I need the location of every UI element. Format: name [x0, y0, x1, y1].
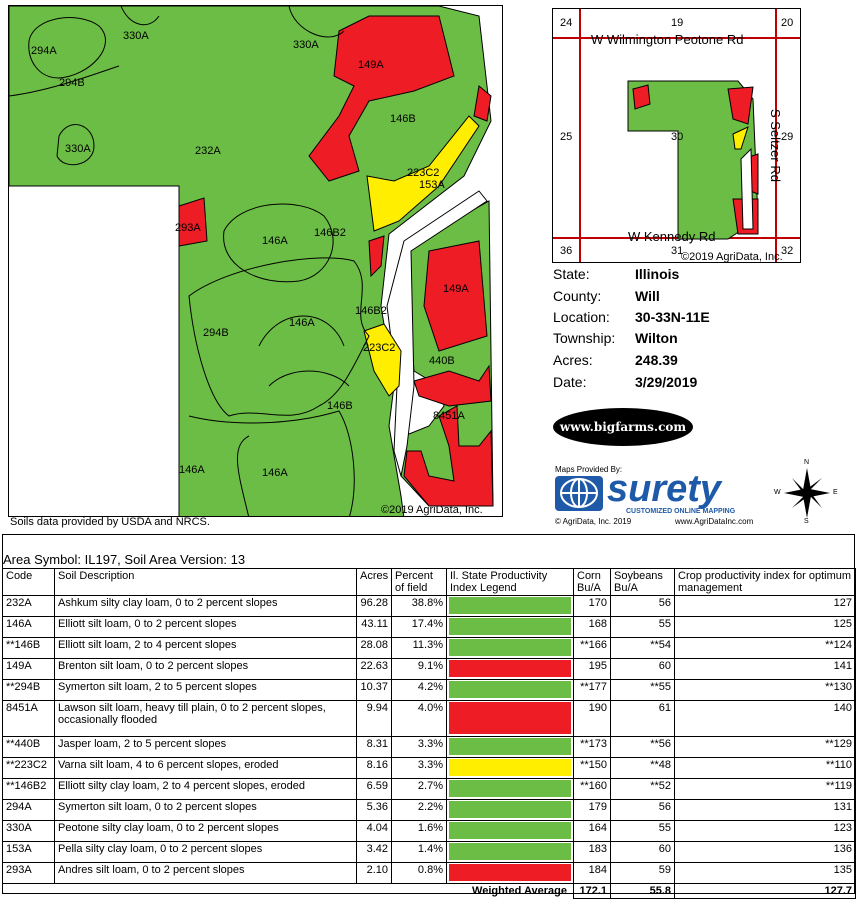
header-desc: Soil Description	[55, 569, 357, 596]
soil-description: Ashkum silty clay loam, 0 to 2 percent slopes	[55, 596, 357, 617]
compass-n: N	[804, 459, 810, 466]
section-number: 31	[671, 245, 684, 257]
legend-color-bar	[449, 864, 571, 881]
legend-color-bar	[449, 843, 571, 860]
acres: 22.63	[357, 659, 392, 680]
crop-productivity-index: **124	[675, 638, 856, 659]
soil-data-credit: Soils data provided by USDA and NRCS.	[10, 516, 210, 528]
map-label: 149A	[358, 59, 384, 71]
corn-yield: 184	[574, 863, 611, 884]
percent-of-field: 11.3%	[392, 638, 447, 659]
percent-of-field: 1.6%	[392, 821, 447, 842]
percent-of-field: 3.3%	[392, 737, 447, 758]
surety-tagline: CUSTOMIZED ONLINE MAPPING	[626, 508, 736, 515]
corn-yield: 190	[574, 701, 611, 737]
corn-yield: 170	[574, 596, 611, 617]
acres: 5.36	[357, 800, 392, 821]
legend-color-bar	[449, 702, 571, 734]
map-label: 146B	[390, 113, 416, 125]
acres: 96.28	[357, 596, 392, 617]
productivity-index-bar	[447, 617, 574, 638]
weighted-average-soy: 55.8	[611, 884, 675, 899]
section-number: 29	[781, 131, 794, 143]
map-label: 294B	[59, 77, 85, 89]
soil-description: Jasper loam, 2 to 5 percent slopes	[55, 737, 357, 758]
productivity-index-bar	[447, 659, 574, 680]
soybean-yield: **48	[611, 758, 675, 779]
productivity-index-bar	[447, 779, 574, 800]
soil-code: 232A	[3, 596, 55, 617]
road-label: W Wilmington Peotone Rd	[591, 32, 744, 47]
map-label: 330A	[123, 30, 149, 42]
legend-color-bar	[449, 660, 571, 677]
productivity-index-bar	[447, 737, 574, 758]
map-label: 330A	[293, 39, 319, 51]
corn-yield: 179	[574, 800, 611, 821]
percent-of-field: 38.8%	[392, 596, 447, 617]
legend-color-bar	[449, 801, 571, 818]
soil-map	[8, 5, 503, 517]
locator-map-graphic	[553, 9, 801, 263]
corn-yield: 195	[574, 659, 611, 680]
section-number: 36	[560, 245, 573, 257]
weighted-average-corn: 172.1	[574, 884, 611, 899]
map-label: 146A	[262, 467, 288, 479]
percent-of-field: 4.0%	[392, 701, 447, 737]
soybean-yield: 60	[611, 842, 675, 863]
soil-description: Symerton silt loam, 0 to 2 percent slopes	[55, 800, 357, 821]
percent-of-field: 2.7%	[392, 779, 447, 800]
crop-productivity-index: **129	[675, 737, 856, 758]
bigfarms-logo[interactable]: www.bigfarms.com	[553, 408, 693, 446]
percent-of-field: 9.1%	[392, 659, 447, 680]
map-label: 8451A	[433, 410, 465, 422]
soil-description: Andres silt loam, 0 to 2 percent slopes	[55, 863, 357, 884]
section-number: 30	[671, 131, 684, 143]
soybean-yield: **52	[611, 779, 675, 800]
header-cpi: Crop productivity index for optimum management	[675, 569, 856, 596]
crop-productivity-index: 125	[675, 617, 856, 638]
crop-productivity-index: **130	[675, 680, 856, 701]
crop-productivity-index: **110	[675, 758, 856, 779]
acres: 8.16	[357, 758, 392, 779]
soil-description: Pella silty clay loam, 0 to 2 percent slopes	[55, 842, 357, 863]
crop-productivity-index: 123	[675, 821, 856, 842]
acres: 3.42	[357, 842, 392, 863]
percent-of-field: 1.4%	[392, 842, 447, 863]
weighted-average-row	[3, 884, 856, 899]
compass-e: E	[833, 489, 838, 496]
map-label: 330A	[65, 143, 91, 155]
locator-copyright: ©2019 AgriData, Inc.	[681, 251, 783, 263]
legend-color-bar	[449, 681, 571, 698]
map-label: 294A	[31, 45, 57, 57]
percent-of-field: 4.2%	[392, 680, 447, 701]
compass-w: W	[774, 489, 781, 496]
soil-description: Symerton silt loam, 2 to 5 percent slopes	[55, 680, 357, 701]
soybean-yield: **56	[611, 737, 675, 758]
corn-yield: **160	[574, 779, 611, 800]
section-number: 32	[781, 245, 794, 257]
table-row	[3, 842, 856, 863]
productivity-index-bar	[447, 638, 574, 659]
globe-icon	[555, 476, 603, 511]
corn-yield: **166	[574, 638, 611, 659]
acres: 8.31	[357, 737, 392, 758]
corn-yield: 164	[574, 821, 611, 842]
crop-productivity-index: 127	[675, 596, 856, 617]
map-label: 232A	[195, 145, 221, 157]
productivity-index-bar	[447, 821, 574, 842]
productivity-index-bar	[447, 842, 574, 863]
crop-productivity-index: 136	[675, 842, 856, 863]
productivity-index-bar	[447, 701, 574, 737]
acres: 43.11	[357, 617, 392, 638]
acres: 4.04	[357, 821, 392, 842]
percent-of-field: 3.3%	[392, 758, 447, 779]
table-row	[3, 659, 856, 680]
soil-table	[2, 568, 856, 899]
productivity-index-bar	[447, 800, 574, 821]
maps-provided-by: Maps Provided By:	[555, 465, 623, 474]
soil-description: Elliott silt loam, 2 to 4 percent slopes	[55, 638, 357, 659]
soybean-yield: 56	[611, 596, 675, 617]
soil-code: 146A	[3, 617, 55, 638]
soil-description: Elliott silty clay loam, 2 to 4 percent slopes, eroded	[55, 779, 357, 800]
acres: 28.08	[357, 638, 392, 659]
compass-rose-icon	[772, 460, 842, 526]
productivity-index-bar	[447, 758, 574, 779]
soybean-yield: 55	[611, 617, 675, 638]
percent-of-field: 17.4%	[392, 617, 447, 638]
section-number: 20	[781, 17, 794, 29]
percent-of-field: 0.8%	[392, 863, 447, 884]
soybean-yield: **54	[611, 638, 675, 659]
table-header-row	[3, 569, 856, 596]
legend-color-bar	[449, 738, 571, 755]
legend-color-bar	[449, 618, 571, 635]
crop-productivity-index: 140	[675, 701, 856, 737]
map-label: 294B	[203, 327, 229, 339]
road-label: S Seltzer Rd	[768, 109, 783, 182]
table-row	[3, 680, 856, 701]
section-number: 25	[560, 131, 573, 143]
map-label: 146B2	[314, 227, 346, 239]
map-copyright: ©2019 AgriData, Inc.	[381, 504, 483, 516]
table-row	[3, 863, 856, 884]
productivity-index-bar	[447, 863, 574, 884]
crop-productivity-index: 135	[675, 863, 856, 884]
soil-code: **146B	[3, 638, 55, 659]
header-corn: Corn Bu/A	[574, 569, 611, 596]
soil-code: **294B	[3, 680, 55, 701]
map-label: 440B	[429, 355, 455, 367]
map-label: 146A	[179, 464, 205, 476]
map-label: 293A	[175, 222, 201, 234]
crop-productivity-index: 141	[675, 659, 856, 680]
soil-code: **146B2	[3, 779, 55, 800]
corn-yield: 183	[574, 842, 611, 863]
acres: 10.37	[357, 680, 392, 701]
soil-polygon-149A-east	[424, 241, 487, 351]
soybean-yield: 61	[611, 701, 675, 737]
table-row	[3, 596, 856, 617]
soybean-yield: **55	[611, 680, 675, 701]
soil-code: 8451A	[3, 701, 55, 737]
corn-yield: **150	[574, 758, 611, 779]
table-row	[3, 821, 856, 842]
map-label: 149A	[443, 283, 469, 295]
soil-code: 330A	[3, 821, 55, 842]
legend-color-bar	[449, 639, 571, 656]
table-row	[3, 638, 856, 659]
header-code: Code	[3, 569, 55, 596]
soybean-yield: 56	[611, 800, 675, 821]
soil-code: 153A	[3, 842, 55, 863]
area-symbol: Area Symbol: IL197, Soil Area Version: 13	[3, 552, 246, 567]
soil-description: Peotone silty clay loam, 0 to 2 percent slopes	[55, 821, 357, 842]
header-acres: Acres	[357, 569, 392, 596]
compass-s: S	[804, 518, 809, 525]
soil-description: Brenton silt loam, 0 to 2 percent slopes	[55, 659, 357, 680]
table-row	[3, 701, 856, 737]
soil-description: Elliott silt loam, 0 to 2 percent slopes	[55, 617, 357, 638]
soil-code: 294A	[3, 800, 55, 821]
weighted-average-label: Weighted Average	[472, 885, 567, 897]
table-row	[3, 617, 856, 638]
locator-map	[552, 8, 801, 263]
legend-color-bar	[449, 597, 571, 614]
road-label: W Kennedy Rd	[628, 229, 716, 244]
section-number: 24	[560, 17, 573, 29]
acres: 9.94	[357, 701, 392, 737]
crop-productivity-index: **119	[675, 779, 856, 800]
table-row	[3, 779, 856, 800]
table-row	[3, 800, 856, 821]
corn-yield: 168	[574, 617, 611, 638]
map-label: 146A	[289, 317, 315, 329]
productivity-index-bar	[447, 680, 574, 701]
table-row	[3, 737, 856, 758]
weighted-average-cpi: 127.7	[675, 884, 856, 899]
table-row	[3, 758, 856, 779]
corn-yield: **177	[574, 680, 611, 701]
soybean-yield: 60	[611, 659, 675, 680]
section-number: 19	[671, 17, 684, 29]
productivity-index-bar	[447, 596, 574, 617]
legend-color-bar	[449, 822, 571, 839]
soil-code: **223C2	[3, 758, 55, 779]
soybean-yield: 59	[611, 863, 675, 884]
map-label: 153A	[419, 179, 445, 191]
soil-description: Lawson silt loam, heavy till plain, 0 to 2 percent slopes, occasionally flooded	[55, 701, 357, 737]
map-label: 146B2	[355, 305, 387, 317]
acres: 2.10	[357, 863, 392, 884]
legend-color-bar	[449, 759, 571, 776]
soil-description: Varna silt loam, 4 to 6 percent slopes, eroded	[55, 758, 357, 779]
acres: 6.59	[357, 779, 392, 800]
map-label: 223C2	[363, 342, 396, 354]
percent-of-field: 2.2%	[392, 800, 447, 821]
header-soy: Soybeans Bu/A	[611, 569, 675, 596]
soil-code: 293A	[3, 863, 55, 884]
soybean-yield: 55	[611, 821, 675, 842]
header-pct: Percent of field	[392, 569, 447, 596]
legend-color-bar	[449, 780, 571, 797]
crop-productivity-index: 131	[675, 800, 856, 821]
soil-code: **440B	[3, 737, 55, 758]
map-label: 146B	[327, 400, 353, 412]
corn-yield: **173	[574, 737, 611, 758]
map-label: 146A	[262, 235, 288, 247]
surety-logo: surety	[607, 468, 722, 510]
soil-code: 149A	[3, 659, 55, 680]
soil-map-graphic	[9, 6, 503, 517]
header-index: Il. State Productivity Index Legend	[447, 569, 574, 596]
map-label: 223C2	[407, 167, 440, 179]
surety-url: www.AgriDataInc.com	[675, 517, 754, 526]
surety-copyright: © AgriData, Inc. 2019	[555, 517, 632, 526]
